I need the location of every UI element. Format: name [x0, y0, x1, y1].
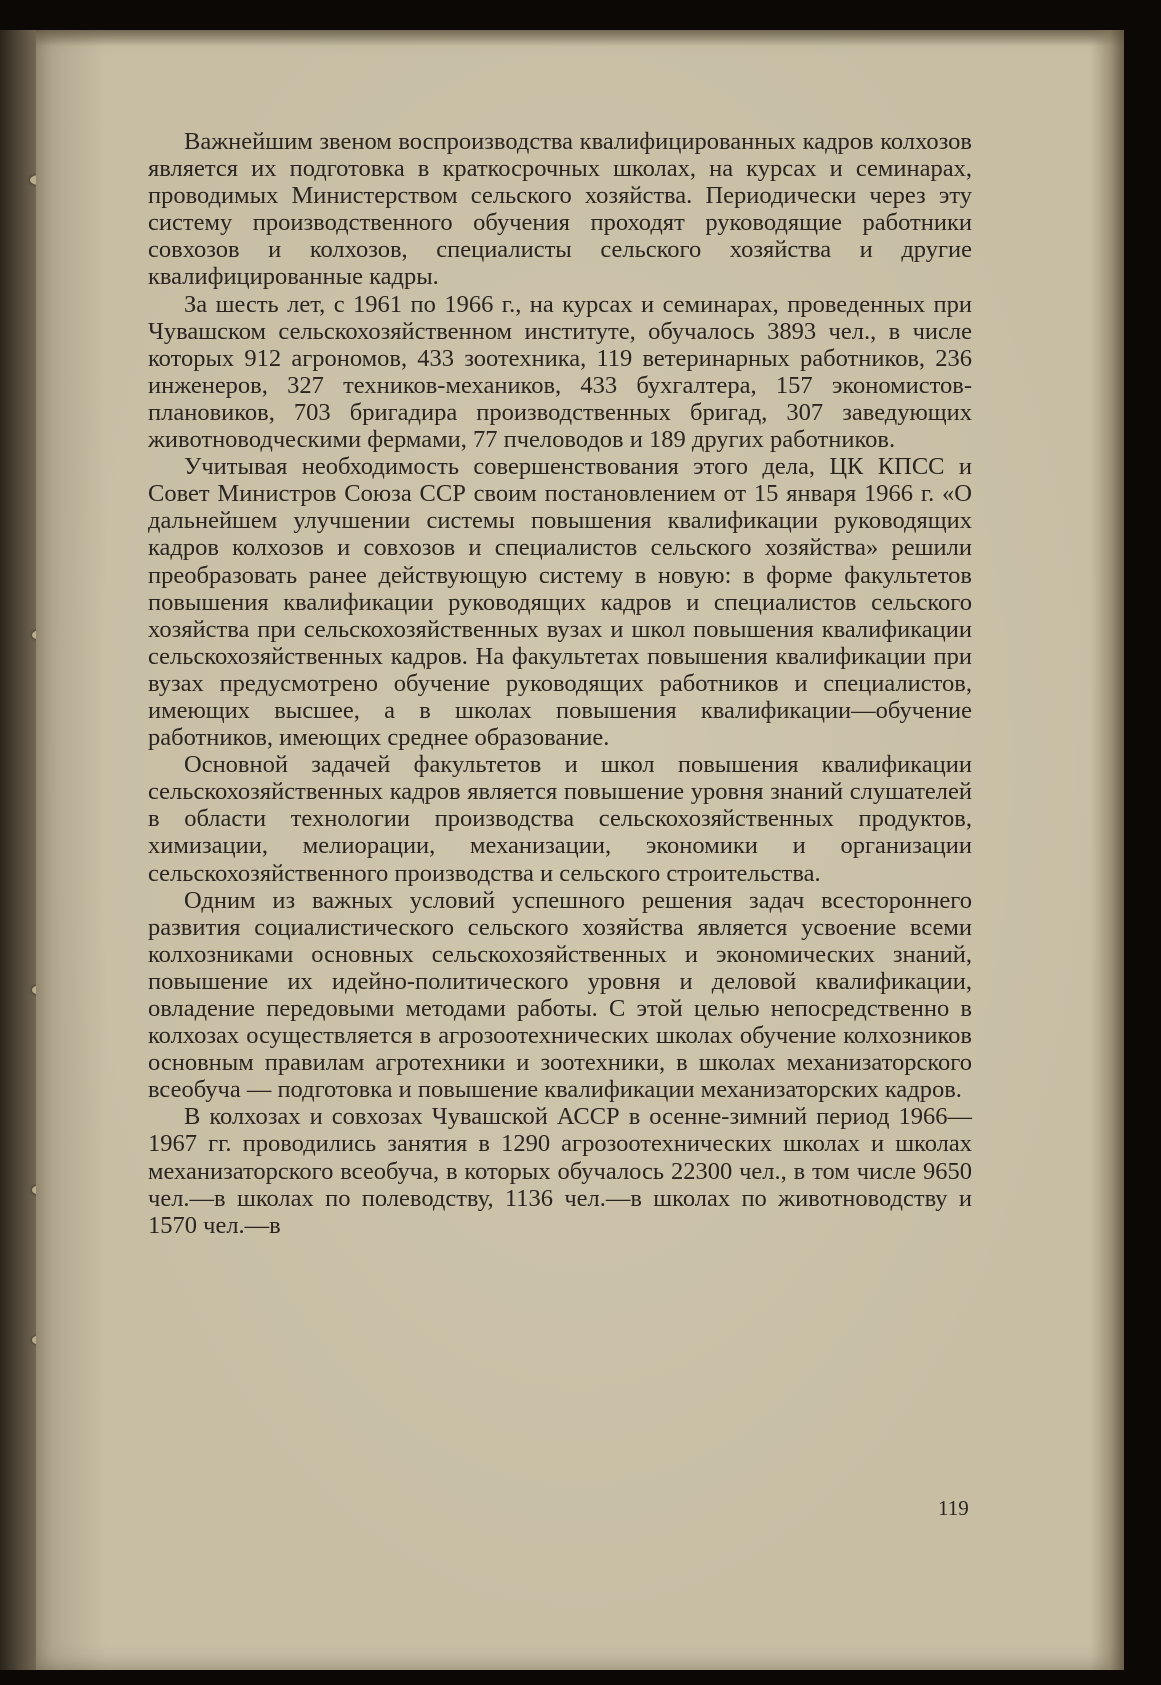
- paragraph: В колхозах и совхозах Чувашской АССР в осенне-зимний период 1966—1967 гг. проводились занятия в 1290 агрозоотехнических школах и школах механизаторского всеобуча, в которых обучалось 22300 чел., в том числе 9650 чел.—в школах по полеводству, 1136 чел.—в школах по животноводству и 1570 чел.—в: [148, 1103, 972, 1239]
- paragraph: Учитывая необходимость совершенствования этого дела, ЦК КПСС и Совет Министров Союза ССР своим постановлением от 15 января 1966 г. «О дальнейшем улучшении системы повышения квалификации руководящих кадров колхозов и совхозов и специалистов сельского хозяйства» решили преобразовать ранее действующую систему в новую: в форме факультетов повышения квалификации руководящих кадров и специалистов сельского хозяйства при сельскохозяйственных вузах и школ повышения квалификации сельскохозяйственных кадров. На факультетах повышения квалификации при вузах предусмотрено обучение руководящих работников и специалистов, имеющих высшее, а в школах повышения квалификации—обучение работников, имеющих среднее образование.: [148, 453, 972, 752]
- page-top-edge: [36, 30, 1124, 46]
- page-number: 119: [938, 1496, 969, 1520]
- paragraph: За шесть лет, с 1961 по 1966 г., на курсах и семинарах, проведенных при Чувашском сельскохозяйственном институте, обучалось 3893 чел., в числе которых 912 агрономов, 433 зоотехника, 119 ветеринарных работников, 236 инженеров, 327 техников-механиков, 433 бухгалтера, 157 экономистов-плановиков, 703 бригадира производственных бригад, 307 заведующих животноводческими фермами, 77 пчеловодов и 189 других работников.: [148, 290, 972, 454]
- paragraph: Важнейшим звеном воспроизводства квалифицированных кадров колхозов является их подготовка в краткосрочных школах, на курсах и семинарах, проводимых Министерством сельского хозяйства. Периодически через эту систему производственного обучения проходят руководящие работники совхозов и колхозов, специалисты сельского хозяйства и другие квалифицированные кадры.: [148, 128, 972, 291]
- paragraph: Основной задачей факультетов и школ повышения квалификации сельскохозяйственных кадров является повышение уровня знаний слушателей в области технологии производства сельскохозяйственных продуктов, химизации, мелиорации, механизации, экономики и организации сельскохозяйственного производства и сельского строительства.: [148, 751, 972, 887]
- page-right-edge: [1090, 30, 1124, 1670]
- paragraph: Одним из важных условий успешного решения задач всестороннего развития социалистического сельского хозяйства является усвоение всеми колхозниками основных сельскохозяйственных и экономических знаний, повышение их идейно-политического уровня и деловой квалификации, овладение передовыми методами работы. С этой целью непосредственно в колхозах осуществляется в агрозоотехнических школах обучение колхозников основным правилам агротехники и зоотехники, в школах механизаторского всеобуча — подготовка и повышение квалификации механизаторских кадров.: [148, 886, 972, 1104]
- body-text: [148, 128, 972, 1239]
